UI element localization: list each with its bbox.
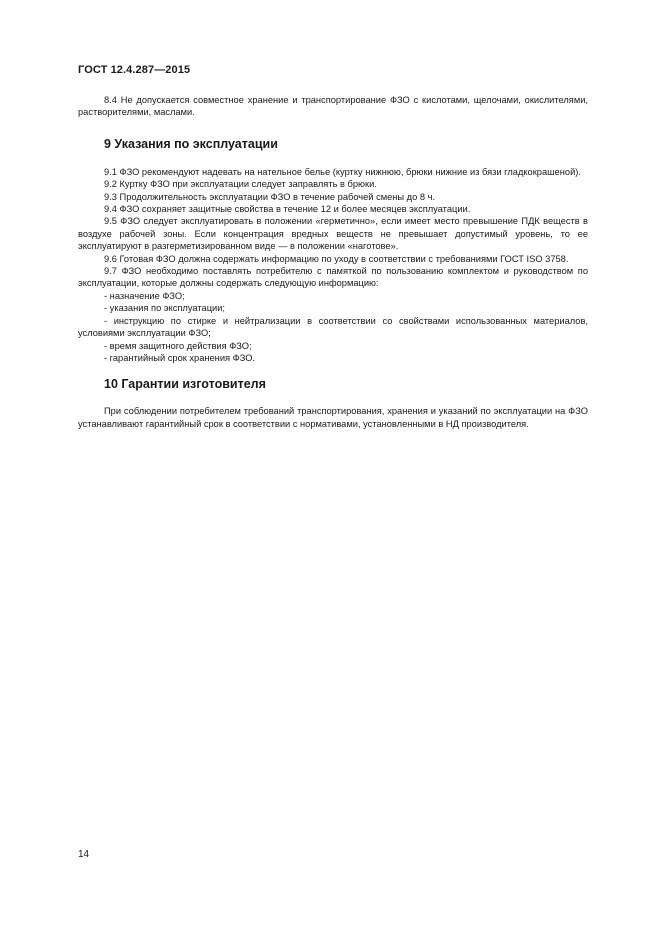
- list-item: - назначение ФЗО;: [104, 290, 185, 301]
- paragraph-8-4: 8.4 Не допускается совместное хранение и транспортирование ФЗО с кислотами, щелочами, окислителями, растворителями, маслами.: [78, 95, 588, 118]
- paragraph-9-4: 9.4 ФЗО сохраняет защитные свойства в течение 12 и более месяцев эксплуатации.: [104, 204, 471, 215]
- page-number: 14: [78, 849, 90, 860]
- paragraph-10: При соблюдении потребителем требований транспортирования, хранения и указаний по эксплуатации на ФЗО устанавливают гарантийный срок в соответствии с нормативами, установленными в НД производителя.: [78, 406, 588, 429]
- paragraph-9-1: 9.1 ФЗО рекомендуют надевать на нательное белье (куртку нижнюю, брюки нижние из бязи гладкокрашеной).: [104, 166, 581, 177]
- paragraph-9-5: 9.5 ФЗО следует эксплуатировать в положении «герметично», если имеет место превышение ПДК веществ в воздухе рабочей зоны. Если концентрация вредных веществ не превышает допустимый уровень, то ее эксплуатируют в разгерметизированном виде — в положении «наготове».: [78, 216, 588, 252]
- page-content: [78, 94, 588, 430]
- paragraph-9-3: 9.3 Продолжительность эксплуатации ФЗО в течение рабочей смены до 8 ч.: [104, 191, 436, 202]
- list-item: - время защитного действия ФЗО;: [104, 340, 252, 351]
- document-code: ГОСТ 12.4.287—2015: [78, 64, 191, 76]
- section-9-title: 9 Указания по эксплуатации: [104, 136, 278, 151]
- paragraph-9-6: 9.6 Готовая ФЗО должна содержать информацию по уходу в соответствии с требованиями ГОСТ ISO 3758.: [104, 253, 569, 264]
- list-item: - указания по эксплуатации;: [104, 303, 225, 314]
- section-10-title: 10 Гарантии изготовителя: [104, 377, 266, 392]
- paragraph-9-2: 9.2 Куртку ФЗО при эксплуатации следует заправлять в брюки.: [104, 179, 377, 190]
- list-item: - инструкцию по стирке и нейтрализации в соответствии со свойствами использованных материалов, условиями эксплуатации ФЗО;: [78, 315, 588, 339]
- list-item: - гарантийный срок хранения ФЗО.: [104, 352, 256, 363]
- paragraph-9-7: 9.7 ФЗО необходимо поставлять потребителю с памяткой по пользованию комплектом и руководством по эксплуатации, которые должны содержать следующую информацию:: [78, 266, 588, 289]
